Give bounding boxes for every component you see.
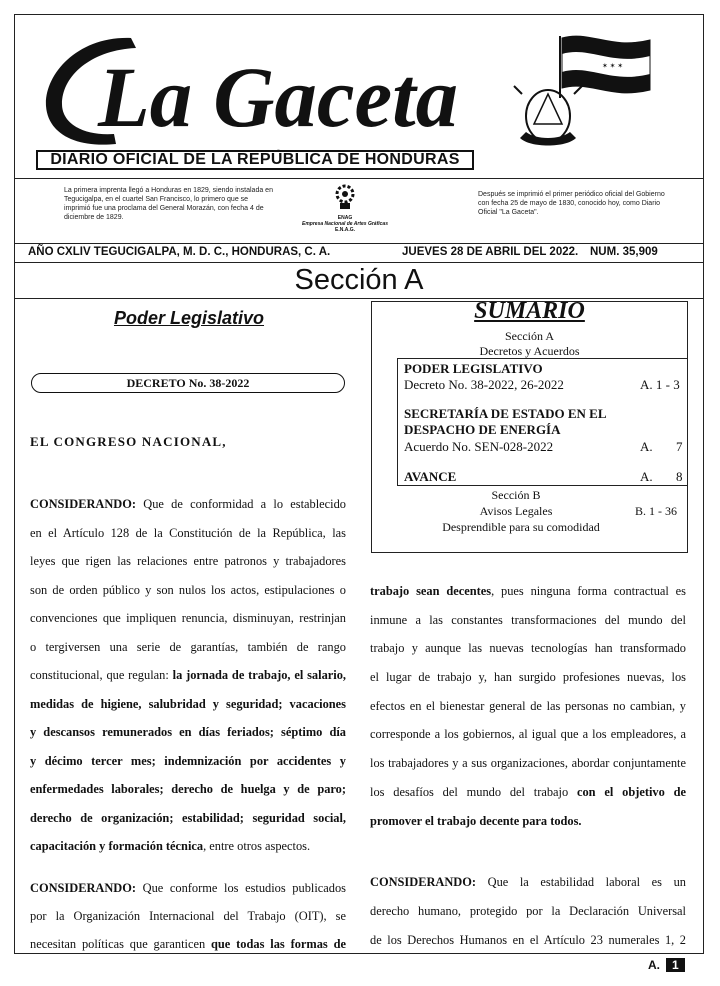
sumario-section-a-sub: Decretos y Acuerdos	[479, 344, 580, 358]
sumario-title: SUMARIO	[474, 298, 585, 324]
page-number-box: 1	[666, 958, 685, 972]
issue-date: JUEVES 28 DE ABRIL DEL 2022.	[402, 246, 579, 258]
sumario-item3-page-a: A.	[640, 469, 653, 484]
sumario-item2-head2: DESPACHO DE ENERGÍA	[404, 422, 561, 437]
congreso-heading: EL CONGRESO NACIONAL,	[30, 434, 227, 449]
considerando-2: CONSIDERANDO: Que conforme los estudios publicados por la Organización Internacional del Trabajo (OIT), se necesitan políticas que garanticen que todas las formas de	[30, 881, 346, 951]
right-paragraph-1: trabajo sean decentes, pues ninguna forma contractual es inmune a las constantes transformaciones del mundo del trabajo y aunque las nuevas tecnologías han transformado el lugar de trabajo y, han surgido profesiones nuevas, los efectos en el bienestar general de las personas no cambian, y corresponde a los gobiernos, al igual que a los empleadores, a los trabajadores y a sus organizaciones, abordar conjuntamente los desafíos del mundo del trabajo con el objetivo de promover el trabajo decente para todos.	[370, 584, 686, 828]
svg-text:✶ ✶ ✶: ✶ ✶ ✶	[602, 62, 624, 70]
enag-caption: Empresa Nacional de Artes Gráficas	[302, 221, 388, 227]
enag-label: ENAG	[337, 215, 353, 221]
sumario-section-b: Sección B	[491, 488, 541, 502]
sumario-item1-page: A. 1 - 3	[640, 377, 680, 392]
logo-text: La Gaceta	[97, 49, 458, 145]
flag-coat-of-arms-icon	[510, 28, 660, 158]
sumario-item2-page-a: A.	[640, 439, 653, 454]
considerando-1: CONSIDERANDO: Que de conformidad a lo establecido en el Artículo 128 de la Constitución de la República, las leyes que rigen las relaciones entre patronos y trabajadores son de orden público y son nulos los actos, estipulaciones o convenciones que impliquen renuncia, disminuyan, restrinjan o tergiversen una serie de garantías, también de rango constitucional, que regulan: la jornada de trabajo, el salario, medidas de higiene, salubridad y seguridad; vacaciones y descansos remunerados en días feriados; séptimo día y décimo tercer mes; indemnización por accidentes y enfermedades laborales; derecho de huelga y de paro; derecho de organización; estabilidad; seguridad social, capacitación y formación técnica, entre otros aspectos.	[30, 497, 346, 853]
enag-gear-icon	[330, 184, 360, 210]
sumario-section-a: Sección A	[505, 329, 554, 343]
decree-number: DECRETO No. 38-2022	[31, 373, 345, 393]
section-title: Sección A	[294, 264, 424, 296]
history-right: Después se imprimió el primer periódico oficial del Gobierno con fecha 25 de mayo de 1830, conocido hoy, como Diario Oficial "La Gaceta".	[478, 191, 665, 216]
newspaper-subtitle: DIARIO OFICIAL DE LA REPÚBLICA DE HONDURAS	[36, 150, 474, 170]
sumario-item1-head: PODER LEGISLATIVO	[404, 361, 543, 376]
sumario-item3-head: AVANCE	[404, 469, 457, 484]
history-left: La primera imprenta llegó a Honduras en 1829, siendo instalada en Tegucigalpa, en el cuartel San Francisco, lo primero que se imprimió fue una proclama del General Morazán, con fecha 4 de diciembre de 1829.	[64, 187, 273, 221]
sumario-section-b-sub: Avisos Legales	[479, 504, 553, 518]
enag-sub: E.N.A.G.	[334, 227, 355, 233]
sumario-item2-page-n: 7	[676, 439, 683, 454]
issue-number: NUM. 35,909	[590, 246, 658, 258]
page-number	[648, 958, 685, 972]
la-gaceta-logo	[36, 26, 476, 156]
sumario-section-b-note: Desprendible para su comodidad	[442, 520, 600, 534]
sumario-item1-text: Decreto No. 38-2022, 26-2022	[404, 377, 564, 392]
sumario-item3-page-n: 8	[676, 469, 683, 484]
enag-emblem	[300, 184, 390, 240]
issue-year-place: AÑO CXLIV TEGUCIGALPA, M. D. C., HONDURAS, C. A.	[28, 246, 331, 258]
sumario-section-b-page: B. 1 - 36	[635, 504, 677, 518]
sumario-item2-head1: SECRETARÍA DE ESTADO EN EL	[404, 406, 607, 421]
sumario-item2-text: Acuerdo No. SEN-028-2022	[404, 439, 554, 454]
poder-legislativo-heading: Poder Legislativo	[113, 308, 265, 328]
right-paragraph-2: CONSIDERANDO: Que la estabilidad laboral es un derecho humano, protegido por la Declaración Universal de los Derechos Humanos en el Artículo 23 numerales 1, 2	[370, 875, 686, 947]
page-prefix: A.	[648, 958, 660, 972]
